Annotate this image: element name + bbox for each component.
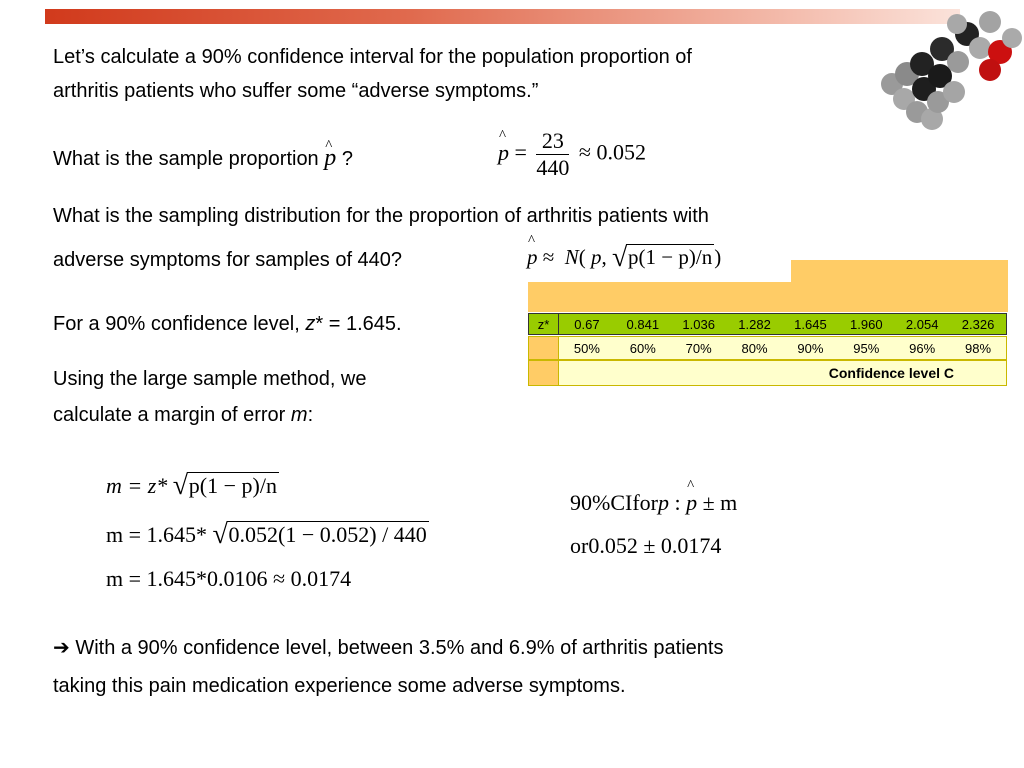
- z-value: 1.036: [682, 316, 715, 332]
- z-critical-table: [528, 260, 1008, 386]
- eq1-under: p(1 − p)/n: [188, 473, 277, 498]
- z-prefix: For a 90% confidence level,: [53, 313, 306, 335]
- z-value: 0.67: [574, 316, 600, 332]
- title-accent-bar: [45, 9, 960, 24]
- method-prefix: calculate a margin of error: [53, 404, 291, 426]
- eq1-sqrt: √ p(1 − p)/n: [172, 470, 277, 501]
- ci-line-2: or0.052 ± 0.0174: [570, 533, 722, 558]
- z-value: 1.960: [850, 316, 883, 332]
- conclusion-line-1: [53, 631, 723, 665]
- table-header-band: [528, 282, 1008, 312]
- method-line-1: Using the large sample method, we: [53, 368, 367, 390]
- eq2-lhs: m = 1.645*: [106, 522, 208, 547]
- phat-symbol: ^ p: [324, 145, 336, 171]
- confidence-value: 80%: [741, 340, 768, 356]
- confidence-value: 95%: [853, 340, 880, 356]
- z-value: 1.645: [794, 316, 827, 332]
- question-text: What is the sample proportion: [53, 148, 319, 170]
- ci-prefix: 90%CIfor: [570, 490, 658, 515]
- margin-equation-1: [106, 470, 279, 501]
- z-value: 2.054: [905, 316, 939, 332]
- question-sample-proportion: [53, 141, 353, 176]
- dist-open: (: [578, 245, 586, 269]
- margin-equation-3: m = 1.645*0.0106 ≈ 0.0174: [106, 566, 352, 591]
- phat-denominator: 440: [536, 155, 570, 180]
- z-value: 1.282: [738, 316, 771, 332]
- phat-fraction: [536, 128, 569, 181]
- conclusion-text-1: With a 90% confidence level, between 3.5% and 6.9% of arthritis patients: [69, 637, 724, 659]
- method-m: m: [290, 404, 308, 426]
- phat-eq: =: [514, 139, 527, 165]
- conclusion-line-2: taking this pain medication experience some adverse symptoms.: [53, 675, 626, 697]
- z-value: 2.326: [961, 316, 995, 332]
- ci-line-1: [570, 490, 737, 516]
- arrow-icon: ➔: [53, 637, 70, 659]
- z-symbol: z: [305, 313, 316, 335]
- intro-line-1: Let’s calculate a 90% confidence interval for the population proportion of: [53, 46, 692, 68]
- dist-approx: ≈: [542, 245, 555, 269]
- intro-line-2: arthritis patients who suffer some “adverse symptoms.”: [53, 80, 539, 102]
- molecule-image: [872, 4, 1022, 134]
- question-mark: ?: [341, 148, 353, 170]
- l-row-label: [529, 361, 559, 385]
- confidence-value: 50%: [573, 340, 600, 356]
- z-rest: * = 1.645.: [315, 313, 402, 335]
- dist-under: p(1 − p)/n: [628, 245, 713, 269]
- z-star-line: [53, 307, 402, 341]
- margin-equation-2: [106, 519, 429, 550]
- ci-p: p: [657, 490, 669, 515]
- method-line-2: [53, 398, 313, 432]
- eq2-sqrt: √ 0.052(1 − 0.052) / 440: [212, 519, 427, 550]
- phat-formula: [498, 128, 646, 181]
- dist-p: p: [591, 245, 602, 269]
- z-row-label: z*: [529, 314, 559, 334]
- method-colon: :: [307, 404, 314, 426]
- confidence-value: 90%: [797, 340, 824, 356]
- phat-approx: ≈ 0.052: [578, 139, 646, 165]
- dist-comma: ,: [601, 245, 607, 269]
- confidence-label-row: [528, 360, 1007, 386]
- ci-phat: ^ p: [686, 490, 697, 516]
- dist-close: ): [714, 245, 722, 269]
- ci-pm: ± m: [697, 490, 738, 515]
- confidence-value: 70%: [685, 340, 712, 356]
- confidence-values-row: [528, 336, 1007, 360]
- question-sampling-dist-1: What is the sampling distribution for the proportion of arthritis patients with: [53, 205, 709, 227]
- dist-sqrt: √ p(1 − p)/n: [612, 242, 713, 273]
- z-values-row: [528, 313, 1007, 335]
- confidence-value: 60%: [629, 340, 656, 356]
- ci-colon: :: [668, 490, 687, 515]
- z-value: 0.841: [626, 316, 660, 332]
- question-sampling-dist-2: adverse symptoms for samples of 440?: [53, 249, 403, 271]
- c-row-label: [529, 337, 559, 359]
- confidence-value: 98%: [965, 340, 992, 356]
- eq1-lhs: m = z*: [106, 473, 168, 498]
- eq2-under: 0.052(1 − 0.052) / 440: [228, 522, 427, 547]
- dist-lhs: ^ p: [527, 245, 538, 270]
- confidence-level-label: Confidence level C: [828, 365, 954, 381]
- phat-numerator: 23: [536, 128, 569, 155]
- phat-lhs: ^ p: [498, 140, 509, 166]
- dist-N: N: [564, 245, 579, 269]
- confidence-value: 96%: [909, 340, 936, 356]
